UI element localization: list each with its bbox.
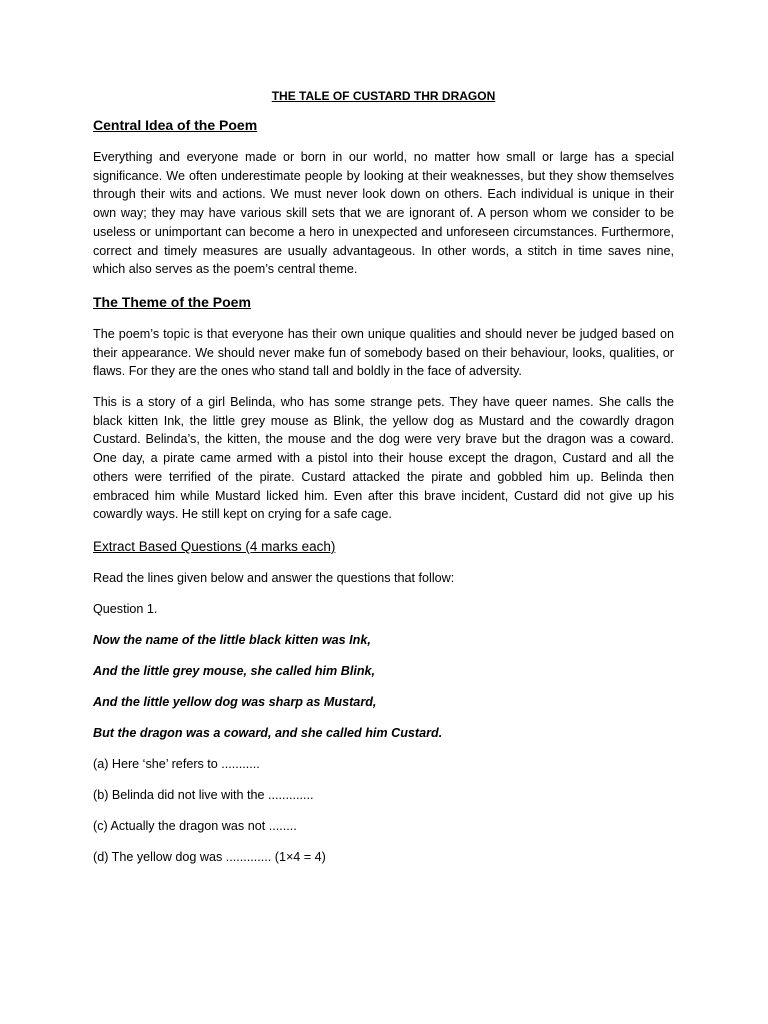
question-item-a: (a) Here ‘she’ refers to ...........: [93, 756, 260, 771]
question-label: Question 1.: [93, 601, 158, 616]
theme-heading: The Theme of the Poem: [93, 293, 251, 310]
document-title: THE TALE OF CUSTARD THR DRAGON: [271, 89, 496, 103]
verse-line: Now the name of the little black kitten was Ink,: [93, 632, 371, 647]
question-item-b: (b) Belinda did not live with the .............: [93, 787, 314, 802]
verse-line: But the dragon was a coward, and she called him Custard.: [93, 725, 443, 740]
theme-paragraph-1: The poem’s topic is that everyone has their own unique qualities and should never be judged based on their appearance. We should never make fun of somebody based on their behaviour, looks, qualities, or flaws. For they are the ones who stand tall and boldly in the face of adversity.: [93, 326, 674, 379]
central-idea-heading: Central Idea of the Poem: [93, 117, 258, 133]
questions-heading: Extract Based Questions (4 marks each): [93, 538, 336, 554]
central-idea-paragraph: Everything and everyone made or born in our world, no matter how small or large has a special significance. We often underestimate people by looking at their weaknesses, but they show themselves through their wits and actions. We must never look down on others. Each individual is unique in their own way; they may have various skill sets that we are ignorant of. A person whom we consider to be useless or unimportant can become a hero in unexpected and unforeseen circumstances. Furthermore, correct and timely measures are usually advantageous. In other words, a stitch in time saves nine, which also serves as the poem’s central theme.: [93, 150, 674, 277]
verse-line: And the little yellow dog was sharp as Mustard,: [93, 694, 377, 709]
question-item-c: (c) Actually the dragon was not ........: [93, 818, 297, 833]
question-item-d: (d) The yellow dog was ............. (1×4 = 4): [93, 849, 326, 864]
document-page: [93, 88, 674, 879]
questions-instruction: Read the lines given below and answer the questions that follow:: [93, 570, 455, 585]
verse-line: And the little grey mouse, she called him Blink,: [93, 663, 376, 678]
theme-paragraph-2: This is a story of a girl Belinda, who has some strange pets. They have queer names. She calls the black kitten Ink, the little grey mouse as Blink, the yellow dog as Mustard and the cowardly dragon Custard. Belinda’s, the kitten, the mouse and the dog were very brave but the dragon was a coward. One day, a pirate came armed with a pistol into their house except the dragon, Custard and all the others were terrified of the pirate. Custard attacked the pirate and gobbled him up. Belinda then embraced him while Mustard licked him. Even after this brave incident, Custard did not give up his cowardly ways. He still kept on crying for a safe cage.: [93, 395, 674, 522]
